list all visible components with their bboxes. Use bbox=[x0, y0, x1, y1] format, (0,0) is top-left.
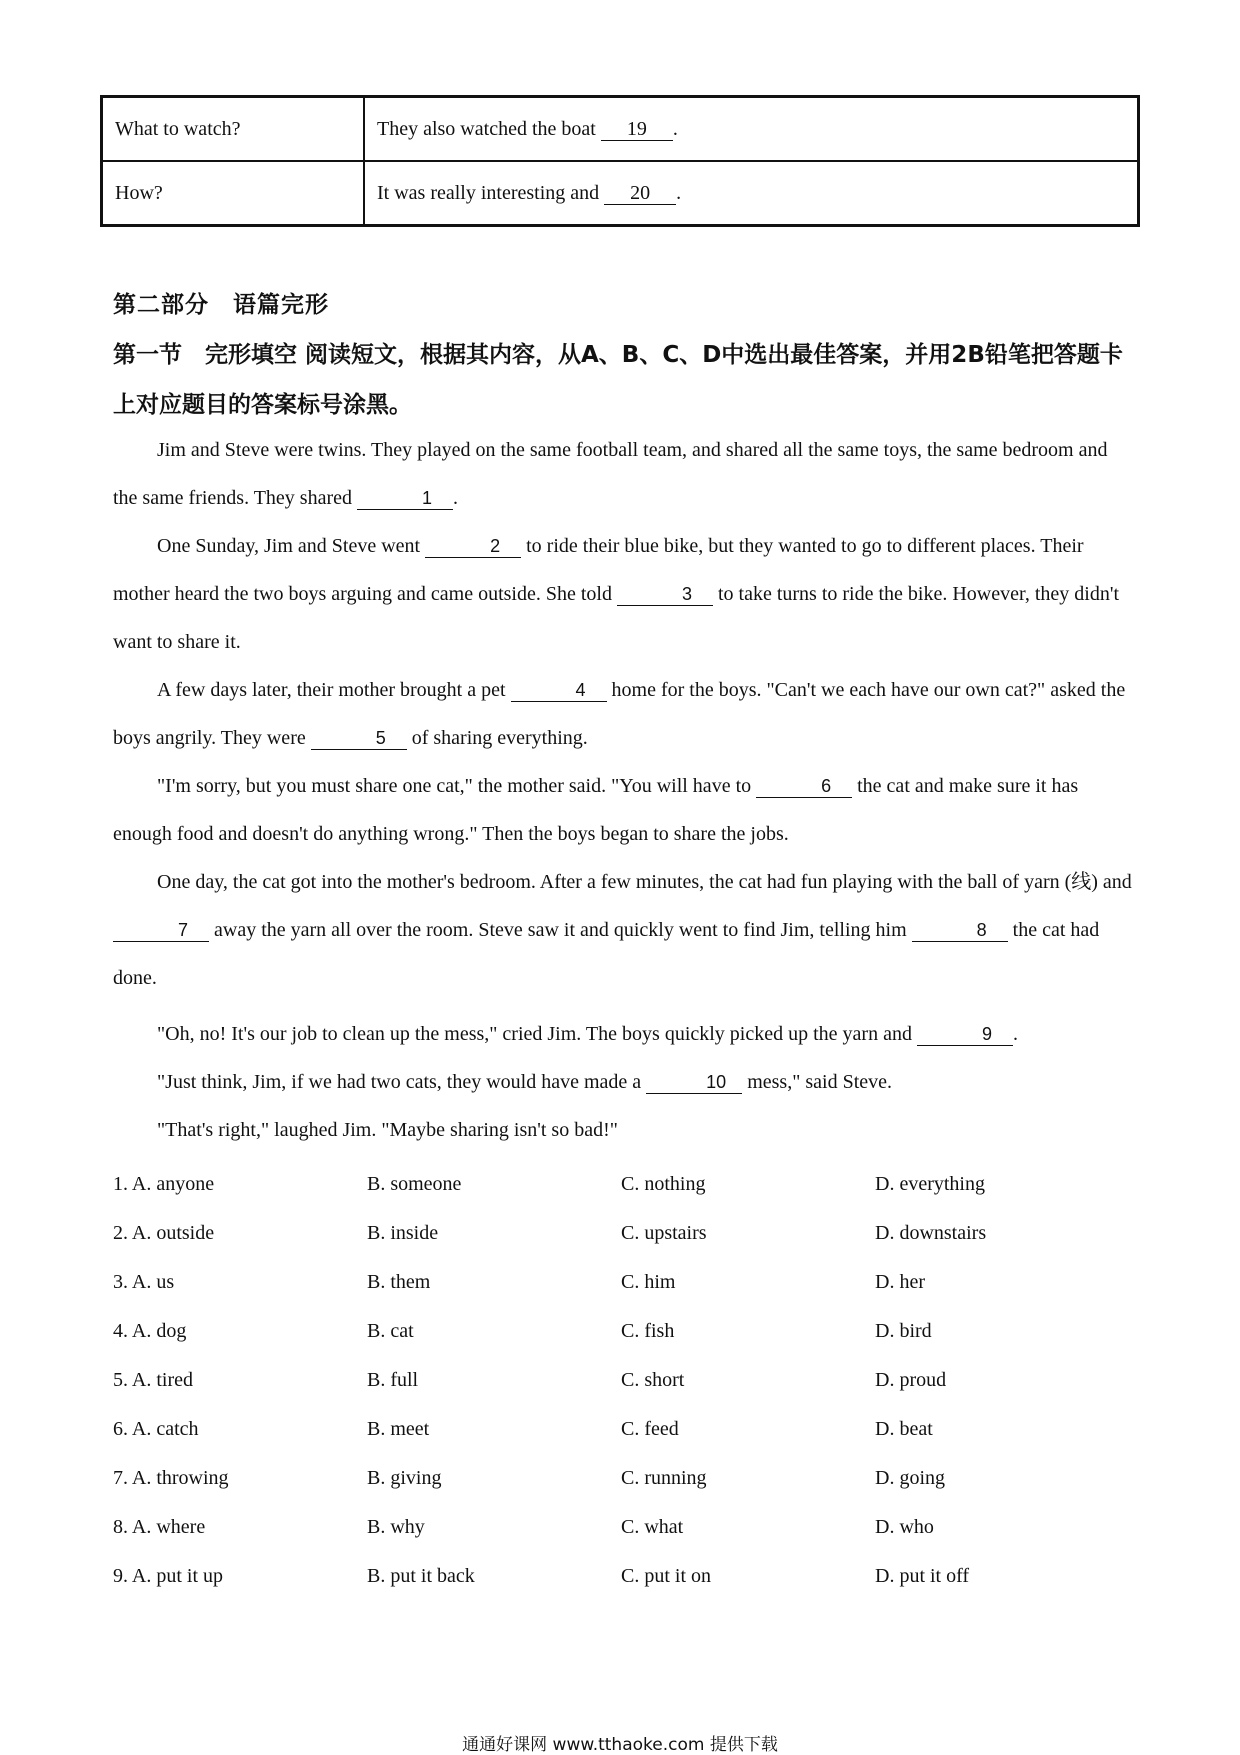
option-a: 7. A. throwing bbox=[113, 1467, 229, 1489]
option-d: D. downstairs bbox=[875, 1222, 987, 1244]
option-c: C. short bbox=[621, 1369, 685, 1391]
option-b: B. inside bbox=[367, 1222, 439, 1244]
option-row-9 bbox=[113, 1552, 1133, 1601]
option-c: C. upstairs bbox=[621, 1222, 707, 1244]
blank-1: 1 bbox=[357, 489, 453, 510]
option-b: B. why bbox=[367, 1516, 425, 1538]
option-a: 6. A. catch bbox=[113, 1418, 199, 1440]
table-key-cell: What to watch? bbox=[102, 97, 365, 162]
table-row bbox=[102, 97, 1139, 162]
option-d: D. who bbox=[875, 1516, 934, 1538]
blank-5: 5 bbox=[311, 729, 407, 750]
table-value-cell: It was really interesting and 20 . bbox=[364, 161, 1139, 226]
blank-20: 20 bbox=[604, 182, 676, 205]
passage-paragraph-1: Jim and Steve were twins. They played on the same football team, and shared all the same toys, the same bedroom and the same friends. They shared 1 . bbox=[113, 439, 1108, 509]
option-a: 1. A. anyone bbox=[113, 1173, 215, 1195]
option-b: B. meet bbox=[367, 1418, 430, 1440]
option-d: D. proud bbox=[875, 1369, 947, 1391]
blank-4: 4 bbox=[511, 681, 607, 702]
option-d: D. put it off bbox=[875, 1565, 970, 1587]
blank-8: 8 bbox=[912, 921, 1008, 942]
blank-19: 19 bbox=[601, 118, 673, 141]
option-c: C. put it on bbox=[621, 1565, 712, 1587]
passage-paragraph-8: "That's right," laughed Jim. "Maybe sharing isn't so bad!" bbox=[157, 1119, 618, 1141]
option-c: C. nothing bbox=[621, 1173, 706, 1195]
blank-3: 3 bbox=[617, 585, 713, 606]
option-c: C. feed bbox=[621, 1418, 679, 1440]
info-table bbox=[100, 95, 1140, 227]
table-row bbox=[102, 161, 1139, 226]
option-b: B. someone bbox=[367, 1173, 462, 1195]
blank-2: 2 bbox=[425, 537, 521, 558]
option-a: 8. A. where bbox=[113, 1516, 206, 1538]
option-row-8 bbox=[113, 1503, 1133, 1552]
option-b: B. giving bbox=[367, 1467, 442, 1489]
option-b: B. put it back bbox=[367, 1565, 475, 1587]
blank-9: 9 bbox=[917, 1025, 1013, 1046]
option-d: D. everything bbox=[875, 1173, 985, 1195]
option-b: B. full bbox=[367, 1369, 419, 1391]
option-c: C. what bbox=[621, 1516, 684, 1538]
blank-10: 10 bbox=[646, 1073, 742, 1094]
option-b: B. them bbox=[367, 1271, 431, 1293]
option-row-3 bbox=[113, 1258, 1133, 1307]
option-row-2 bbox=[113, 1209, 1133, 1258]
passage-paragraph-5: One day, the cat got into the mother's bedroom. After a few minutes, the cat had fun playing with the ball of yarn (线) and 7 away the yarn all over the room. Steve saw it and quickly went to find Jim, telling him 8 the cat had done. bbox=[113, 871, 1132, 989]
option-row-7 bbox=[113, 1454, 1133, 1503]
passage-paragraph-3: A few days later, their mother brought a pet 4 home for the boys. "Can't we each have our own cat?" asked the boys angrily. They were 5 of sharing everything. bbox=[113, 679, 1126, 749]
option-row-6 bbox=[113, 1405, 1133, 1454]
option-c: C. him bbox=[621, 1271, 676, 1293]
option-c: C. fish bbox=[621, 1320, 675, 1342]
option-d: D. beat bbox=[875, 1418, 933, 1440]
passage-paragraph-6: "Oh, no! It's our job to clean up the mess," cried Jim. The boys quickly picked up the yarn and 9 . bbox=[157, 1023, 1018, 1045]
blank-7: 7 bbox=[113, 921, 209, 942]
option-a: 3. A. us bbox=[113, 1271, 175, 1293]
page-footer: 通通好课网 www.tthaoke.com 提供下载 bbox=[462, 1735, 778, 1755]
option-row-4 bbox=[113, 1307, 1133, 1356]
option-a: 2. A. outside bbox=[113, 1222, 215, 1244]
option-a: 5. A. tired bbox=[113, 1369, 193, 1391]
option-d: D. going bbox=[875, 1467, 945, 1489]
option-b: B. cat bbox=[367, 1320, 414, 1342]
option-d: D. bird bbox=[875, 1320, 932, 1342]
blank-6: 6 bbox=[756, 777, 852, 798]
passage-paragraph-4: "I'm sorry, but you must share one cat," the mother said. "You will have to 6 the cat and make sure it has enough food and doesn't do anything wrong." Then the boys began to share the jobs. bbox=[113, 775, 1079, 845]
passage-paragraph-7: "Just think, Jim, if we had two cats, they would have made a 10 mess," said Steve. bbox=[157, 1071, 893, 1093]
options-list bbox=[113, 1160, 1133, 1601]
option-a: 9. A. put it up bbox=[113, 1565, 224, 1587]
part-title: 第二部分 语篇完形 bbox=[113, 292, 329, 318]
table-value-cell: They also watched the boat 19 . bbox=[364, 97, 1139, 162]
option-row-5 bbox=[113, 1356, 1133, 1405]
option-d: D. her bbox=[875, 1271, 925, 1293]
section-instruction: 第一节 完形填空 阅读短文，根据其内容，从A、B、C、D中选出最佳答案，并用2B铅笔把答题卡上对应题目的答案标号涂黑。 bbox=[113, 342, 1123, 418]
option-row-1 bbox=[113, 1160, 1133, 1209]
passage-paragraph-2: One Sunday, Jim and Steve went 2 to ride their blue bike, but they wanted to go to different places. Their mother heard the two boys arguing and came outside. She told 3 to take turns to ride the bike. However, they didn't want to share it. bbox=[113, 535, 1120, 653]
option-c: C. running bbox=[621, 1467, 707, 1489]
table-key-cell: How? bbox=[102, 161, 365, 226]
option-a: 4. A. dog bbox=[113, 1320, 187, 1342]
